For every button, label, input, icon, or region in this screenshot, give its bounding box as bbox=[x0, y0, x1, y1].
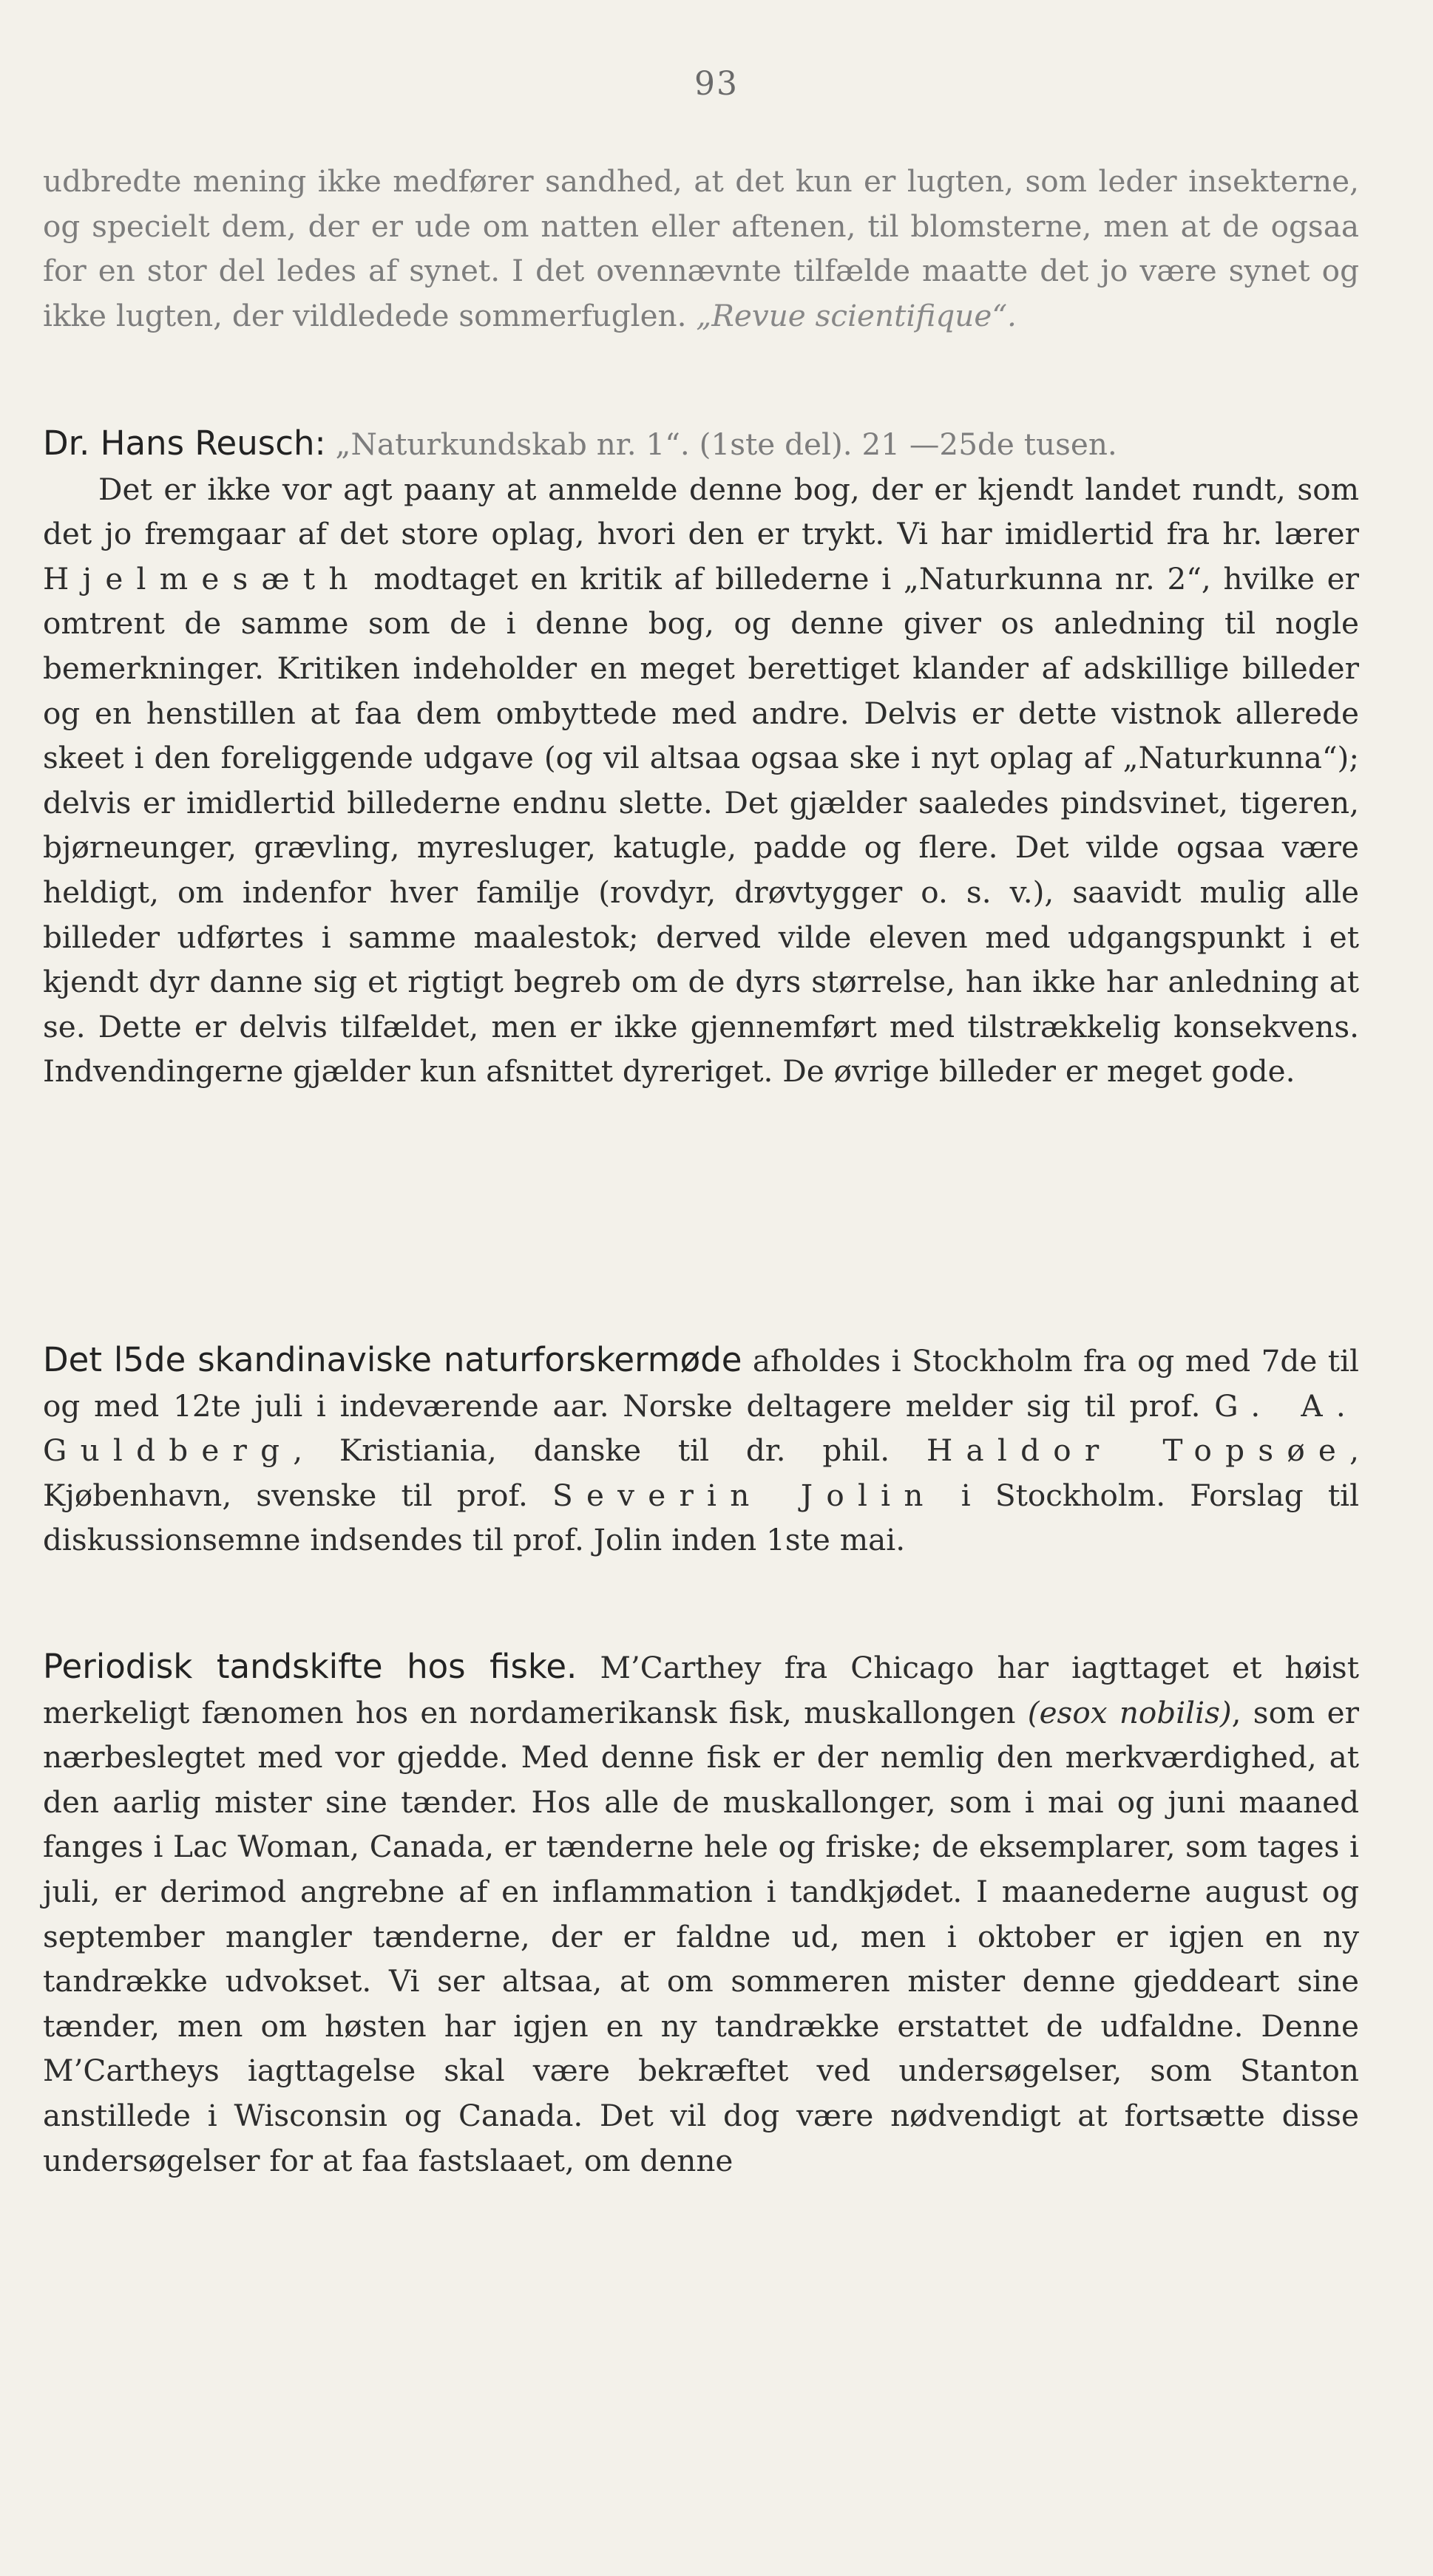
reusch-body bbox=[43, 467, 1359, 1094]
reusch-body-b: modtaget en kritik af billederne i „Naturkunna nr. 2“, hvilke er omtrent de samme som de i denne bog, og denne giver os anledning til nogle bemerkninger. Kritiken indeholder en meget berettiget klander af adskillige billeder og en henstillen at faa dem ombyttede med andre. Delvis er dette vistnok allerede skeet i den foreliggende udgave (og vil altsaa ogsaa ske i nyt oplag af „Naturkunna“); delvis er imidlertid billederne endnu slette. Det gjælder saaledes pindsvinet, tigeren, bjørneunger, grævling, myresluger, katugle, padde og flere. Det vilde ogsaa være heldigt, om indenfor hver familje (rovdyr, drøvtygger o. s. v.), saavidt mulig alle billeder udførtes i samme maalestok; derved vilde eleven med udgangspunkt i et kjendt dyr danne sig et rigtigt begreb om de dyrs størrelse, han ikke har anledning at se. Dette er delvis tilfældet, men er ikke gjennemført med tilstrækkelig konsekvens. Indvendingerne gjælder kun afsnittet dyreriget. De øvrige billeder er meget gode. bbox=[43, 560, 1359, 1090]
reusch-intro: „Naturkundskab nr. 1“. (1ste del). 21 —25de tusen. bbox=[325, 426, 1117, 462]
fiske-text-a: M’Carthey fra Chicago har iagttaget et høist merkeligt fænomen hos en nordamerikansk fisk, muskallongen bbox=[43, 1650, 1359, 1730]
review-quote-section bbox=[43, 159, 1359, 338]
fiske-text-b: , som er nærbeslegtet med vor gjedde. Med denne fisk er der nemlig den merkværdighed, at den aarlig mister sine tænder. Hos alle de muskallonger, som i mai og juni maaned fanges i Lac Woman, Canada, er tænderne hele og friske; de eksemplarer, som tages i juli, er derimod angrebne af en inflammation i tandkjødet. I maanederne august og september mangler tænderne, der er faldne ud, men i oktober er igjen en ny tandrække udvokset. Vi ser altsaa, at om sommeren mister denne gjeddeart sine tænder, men om høsten har igjen en ny tandrække erstattet de udfaldne. Denne M’Cartheys iagttagelse skal være bekræftet ved undersøgelser, som Stanton anstillede i Wisconsin og Canada. Det vil dog være nødvendigt at fortsætte disse undersøgelser for at faa fastslaaet, om denne bbox=[43, 1694, 1359, 2178]
source-citation: „Revue scientifique“. bbox=[696, 297, 1017, 333]
fiske-heading: Periodisk tandskifte hos fiske. bbox=[43, 1647, 577, 1686]
mode-text-d: i Stockholm. Forslag til diskussionsemne indsendes til prof. Jolin inden 1ste mai. bbox=[43, 1477, 1360, 1558]
mode-paragraph bbox=[43, 1338, 1359, 1563]
mode-name-jolin: Severin Jolin bbox=[552, 1477, 937, 1513]
mode-text-a: afholdes i Stockholm fra og med 7de til og med 12te juli i indeværende aar. Norske deltagere melder sig til prof. bbox=[43, 1343, 1359, 1424]
paragraph-insects-text: udbredte mening ikke medfører sandhed, at det kun er lugten, som leder insekterne, og specielt dem, der er ude om natten eller aftenen, til blomsterne, men at de ogsaa for en stor del ledes af synet. I det ovennævnte tilfælde maatte det jo være synet og ikke lugten, der vildledede sommerfuglen. bbox=[43, 163, 1359, 333]
naturforskermode-section bbox=[43, 1338, 1359, 1563]
tandskifte-section bbox=[43, 1645, 1359, 2183]
mode-text-c: , Kjøbenhavn, svenske til prof. bbox=[43, 1433, 1359, 1513]
fiske-paragraph bbox=[43, 1645, 1359, 2183]
reusch-person-name: Hjelmesæth bbox=[43, 560, 362, 597]
page-number: 93 bbox=[694, 65, 739, 103]
reusch-review-section bbox=[43, 421, 1359, 1094]
reusch-heading: Dr. Hans Reusch: bbox=[43, 424, 326, 463]
mode-heading: Det l5de skandinaviske naturforskermøde bbox=[43, 1340, 742, 1379]
paragraph-insects bbox=[43, 159, 1359, 338]
mode-text-b: , Kristiania, danske til dr. phil. bbox=[293, 1433, 926, 1469]
fiske-latin-name: (esox nobilis) bbox=[1027, 1694, 1232, 1730]
mode-name-guldberg: G. A. Guldberg bbox=[43, 1387, 1359, 1469]
mode-name-topsoe: Haldor Topsøe bbox=[926, 1433, 1350, 1469]
reusch-title-line bbox=[43, 421, 1359, 467]
reusch-body-a: Det er ikke vor agt paany at anmelde denne bog, der er kjendt landet rundt, som det jo fremgaar af det store oplag, hvori den er trykt. Vi har imidlertid fra hr. lærer bbox=[43, 471, 1359, 552]
